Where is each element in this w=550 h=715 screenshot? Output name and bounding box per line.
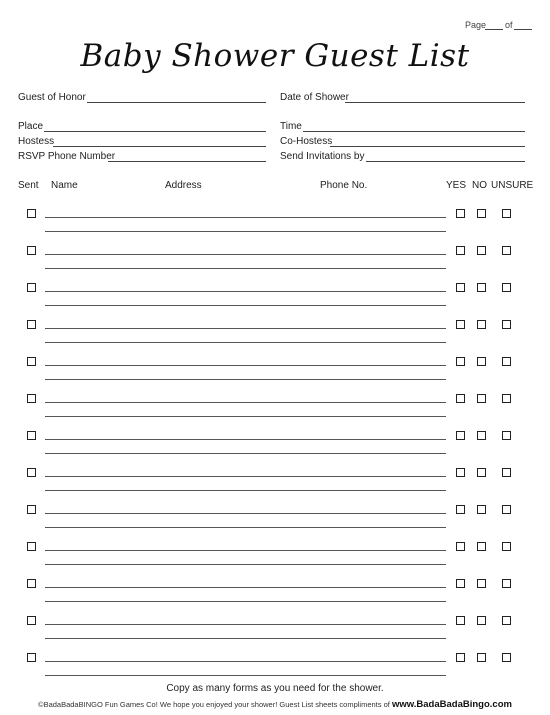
time-field[interactable] <box>303 131 525 132</box>
guest-second-line[interactable] <box>45 379 446 380</box>
no-checkbox[interactable] <box>477 320 486 329</box>
of-label: of <box>505 20 513 30</box>
no-checkbox[interactable] <box>477 579 486 588</box>
yes-checkbox[interactable] <box>456 468 465 477</box>
guest-name-address-line[interactable] <box>45 476 446 477</box>
guest-second-line[interactable] <box>45 305 446 306</box>
guest-second-line[interactable] <box>45 490 446 491</box>
unsure-checkbox[interactable] <box>502 579 511 588</box>
guest-name-address-line[interactable] <box>45 365 446 366</box>
unsure-checkbox[interactable] <box>502 468 511 477</box>
unsure-checkbox[interactable] <box>502 209 511 218</box>
date-of-shower-field[interactable] <box>345 102 525 103</box>
column-no: NO <box>472 180 487 191</box>
yes-checkbox[interactable] <box>456 579 465 588</box>
no-checkbox[interactable] <box>477 468 486 477</box>
unsure-checkbox[interactable] <box>502 616 511 625</box>
column-phone: Phone No. <box>320 180 368 191</box>
hostess-field[interactable] <box>53 146 266 147</box>
sent-checkbox[interactable] <box>27 468 36 477</box>
yes-checkbox[interactable] <box>456 542 465 551</box>
sent-checkbox[interactable] <box>27 653 36 662</box>
yes-checkbox[interactable] <box>456 320 465 329</box>
no-checkbox[interactable] <box>477 283 486 292</box>
guest-name-address-line[interactable] <box>45 217 446 218</box>
guest-second-line[interactable] <box>45 638 446 639</box>
yes-checkbox[interactable] <box>456 394 465 403</box>
guest-second-line[interactable] <box>45 453 446 454</box>
unsure-checkbox[interactable] <box>502 653 511 662</box>
guest-second-line[interactable] <box>45 527 446 528</box>
guest-name-address-line[interactable] <box>45 291 446 292</box>
sent-checkbox[interactable] <box>27 283 36 292</box>
co-hostess-label: Co-Hostess <box>280 136 333 147</box>
sent-checkbox[interactable] <box>27 394 36 403</box>
unsure-checkbox[interactable] <box>502 394 511 403</box>
place-label: Place <box>18 121 44 132</box>
sent-checkbox[interactable] <box>27 616 36 625</box>
no-checkbox[interactable] <box>477 394 486 403</box>
no-checkbox[interactable] <box>477 431 486 440</box>
guest-second-line[interactable] <box>45 342 446 343</box>
footer-credit-text: ©BadaBadaBINGO Fun Games Co! We hope you enjoyed your shower! Guest List sheets compliments of <box>38 700 390 709</box>
no-checkbox[interactable] <box>477 653 486 662</box>
unsure-checkbox[interactable] <box>502 283 511 292</box>
no-checkbox[interactable] <box>477 209 486 218</box>
guest-second-line[interactable] <box>45 416 446 417</box>
page-total-line[interactable] <box>514 29 532 30</box>
date-of-shower-label: Date of Shower <box>280 92 349 103</box>
unsure-checkbox[interactable] <box>502 505 511 514</box>
guest-name-address-line[interactable] <box>45 624 446 625</box>
sent-checkbox[interactable] <box>27 320 36 329</box>
no-checkbox[interactable] <box>477 542 486 551</box>
no-checkbox[interactable] <box>477 505 486 514</box>
column-name: Name <box>51 180 78 191</box>
co-hostess-field[interactable] <box>330 146 525 147</box>
yes-checkbox[interactable] <box>456 283 465 292</box>
sent-checkbox[interactable] <box>27 505 36 514</box>
sent-checkbox[interactable] <box>27 209 36 218</box>
column-yes: YES <box>446 180 467 191</box>
page-counter <box>465 20 486 30</box>
column-address: Address <box>165 180 202 191</box>
guest-name-address-line[interactable] <box>45 587 446 588</box>
guest-second-line[interactable] <box>45 564 446 565</box>
yes-checkbox[interactable] <box>456 616 465 625</box>
guest-name-address-line[interactable] <box>45 402 446 403</box>
guest-name-address-line[interactable] <box>45 513 446 514</box>
footer-credit <box>0 699 550 710</box>
footer-note: Copy as many forms as you need for the shower. <box>166 683 384 694</box>
send-invitations-label: Send Invitations by <box>280 151 365 162</box>
guest-name-address-line[interactable] <box>45 550 446 551</box>
guest-second-line[interactable] <box>45 268 446 269</box>
guest-second-line[interactable] <box>45 675 446 676</box>
no-checkbox[interactable] <box>477 357 486 366</box>
rsvp-phone-field[interactable] <box>108 161 266 162</box>
yes-checkbox[interactable] <box>456 357 465 366</box>
unsure-checkbox[interactable] <box>502 542 511 551</box>
guest-name-address-line[interactable] <box>45 328 446 329</box>
guest-name-address-line[interactable] <box>45 439 446 440</box>
footer-website-link[interactable]: www.BadaBadaBingo.com <box>391 699 512 710</box>
sent-checkbox[interactable] <box>27 579 36 588</box>
unsure-checkbox[interactable] <box>502 246 511 255</box>
yes-checkbox[interactable] <box>456 209 465 218</box>
yes-checkbox[interactable] <box>456 505 465 514</box>
yes-checkbox[interactable] <box>456 246 465 255</box>
place-field[interactable] <box>44 131 266 132</box>
sent-checkbox[interactable] <box>27 246 36 255</box>
guest-second-line[interactable] <box>45 601 446 602</box>
column-unsure: UNSURE <box>491 180 534 191</box>
time-label: Time <box>280 121 302 132</box>
unsure-checkbox[interactable] <box>502 357 511 366</box>
guest-second-line[interactable] <box>45 231 446 232</box>
rsvp-phone-label: RSVP Phone Number <box>18 151 116 162</box>
sent-checkbox[interactable] <box>27 431 36 440</box>
no-checkbox[interactable] <box>477 616 486 625</box>
page-number-line[interactable] <box>485 29 503 30</box>
unsure-checkbox[interactable] <box>502 320 511 329</box>
guest-name-address-line[interactable] <box>45 661 446 662</box>
unsure-checkbox[interactable] <box>502 431 511 440</box>
guest-name-address-line[interactable] <box>45 254 446 255</box>
column-sent: Sent <box>18 180 39 191</box>
page-title: Baby Shower Guest List <box>80 38 470 74</box>
guest-of-honor-field[interactable] <box>87 102 266 103</box>
hostess-label: Hostess <box>18 136 55 147</box>
yes-checkbox[interactable] <box>456 431 465 440</box>
guest-of-honor-label: Guest of Honor <box>18 92 86 103</box>
page-label: Page <box>465 20 487 30</box>
sent-checkbox[interactable] <box>27 542 36 551</box>
sent-checkbox[interactable] <box>27 357 36 366</box>
no-checkbox[interactable] <box>477 246 486 255</box>
send-invitations-field[interactable] <box>366 161 525 162</box>
yes-checkbox[interactable] <box>456 653 465 662</box>
